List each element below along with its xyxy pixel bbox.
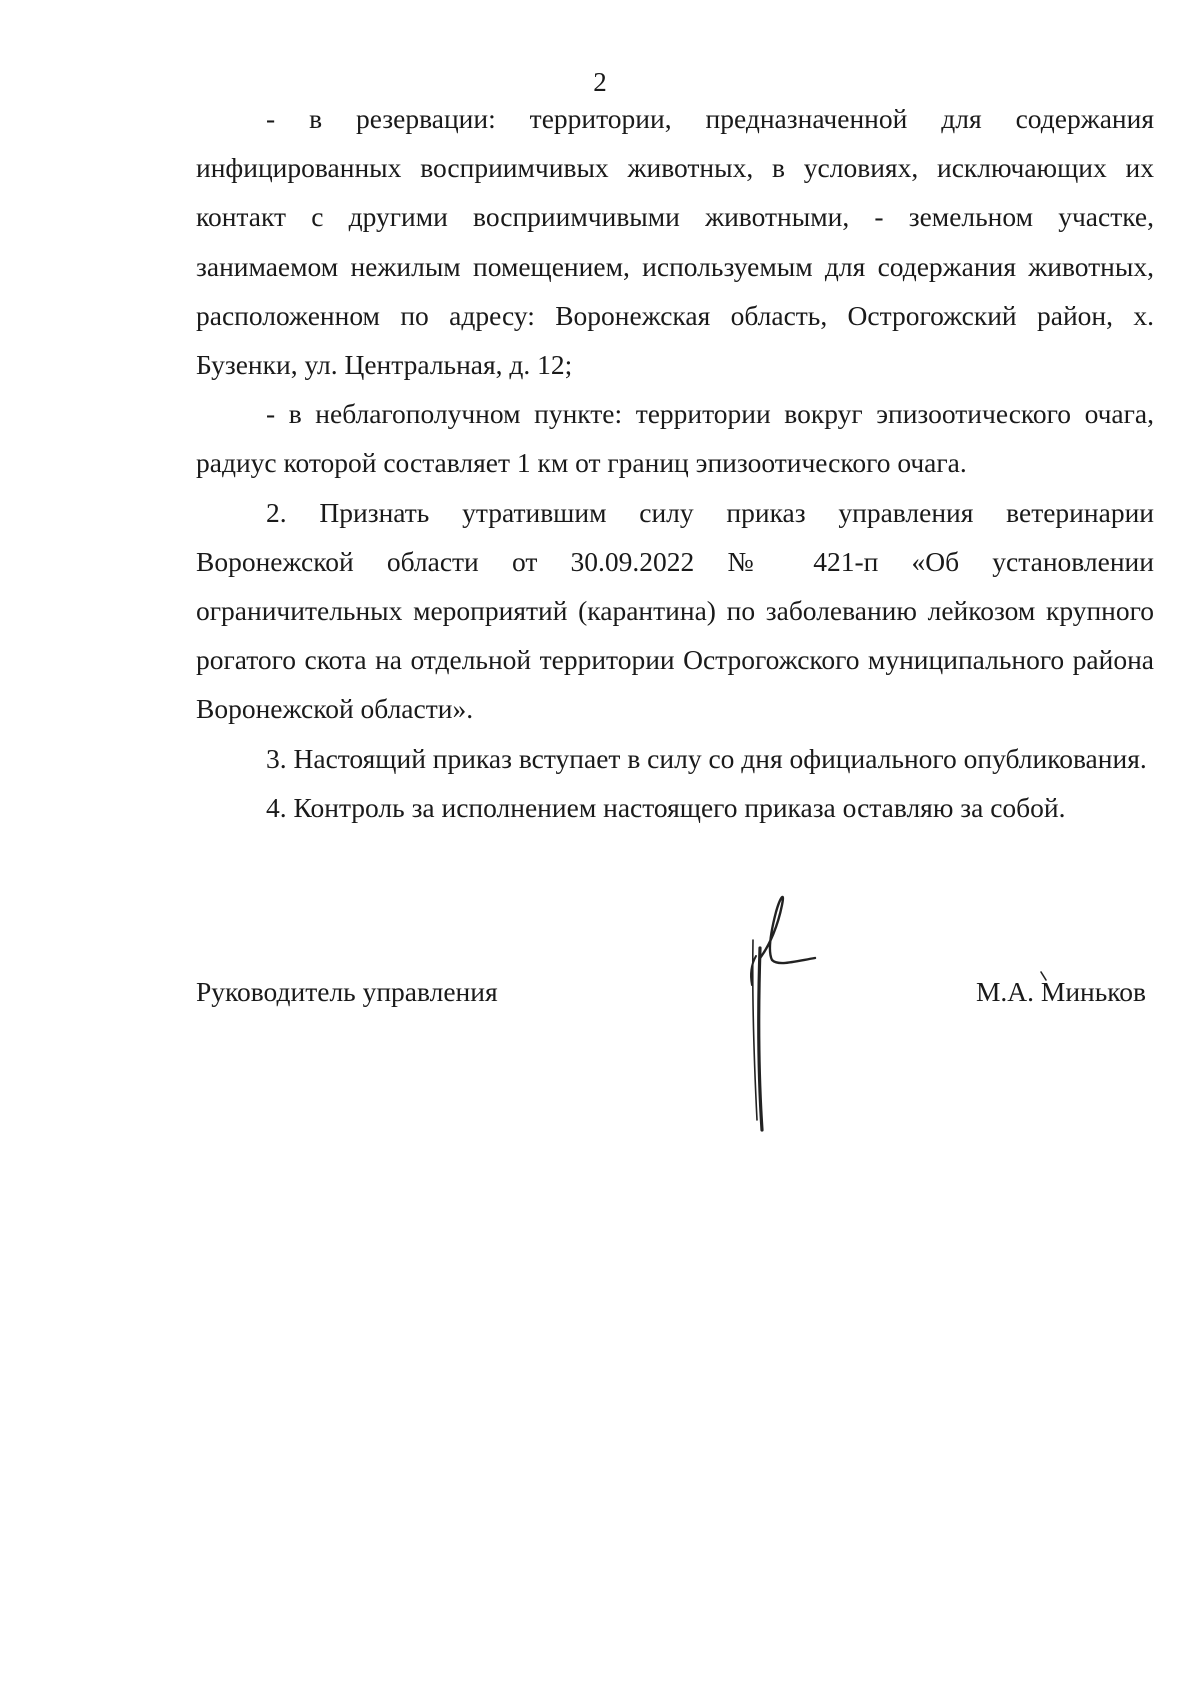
paragraph-item-2: 2. Признать утратившим силу приказ управления ветеринарии Воронежской области от 30.09.2022 № 421-п «Об установлении ограничительных мероприятий (карантина) по заболеванию лейкозом крупного рогатого скота на отдельной территории Острогожского муниципального района Воронежской области». bbox=[196, 496, 1154, 725]
paragraph-reservation: - в резервации: территории, предназначенной для содержания инфицированных восприимчивых животных, в условиях, исключающих их контакт с другими восприимчивыми животными, - земельном участке, занимаемом нежилым помещением, используемым для содержания животных, расположенном по адресу: Воронежская область, Острогожский район, х. Бузенки, ул. Центральная, д. 12; bbox=[196, 103, 1154, 381]
paragraph-item-3: 3. Настоящий приказ вступает в силу со дня официального опубликования. bbox=[266, 742, 1147, 774]
document-body bbox=[196, 94, 1154, 832]
page-number: 2 bbox=[593, 67, 607, 97]
paragraph-item-4: 4. Контроль за исполнением настоящего приказа оставляю за собой. bbox=[266, 791, 1066, 823]
signer-name: М.А. Миньков bbox=[975, 976, 1146, 1007]
paragraph-affected-point: - в неблагополучном пункте: территории вокруг эпизоотического очага, радиус которой составляет 1 км от границ эпизоотического очага. bbox=[196, 398, 1154, 479]
signer-title: Руководитель управления bbox=[196, 976, 498, 1007]
signature-block bbox=[196, 972, 1146, 1132]
